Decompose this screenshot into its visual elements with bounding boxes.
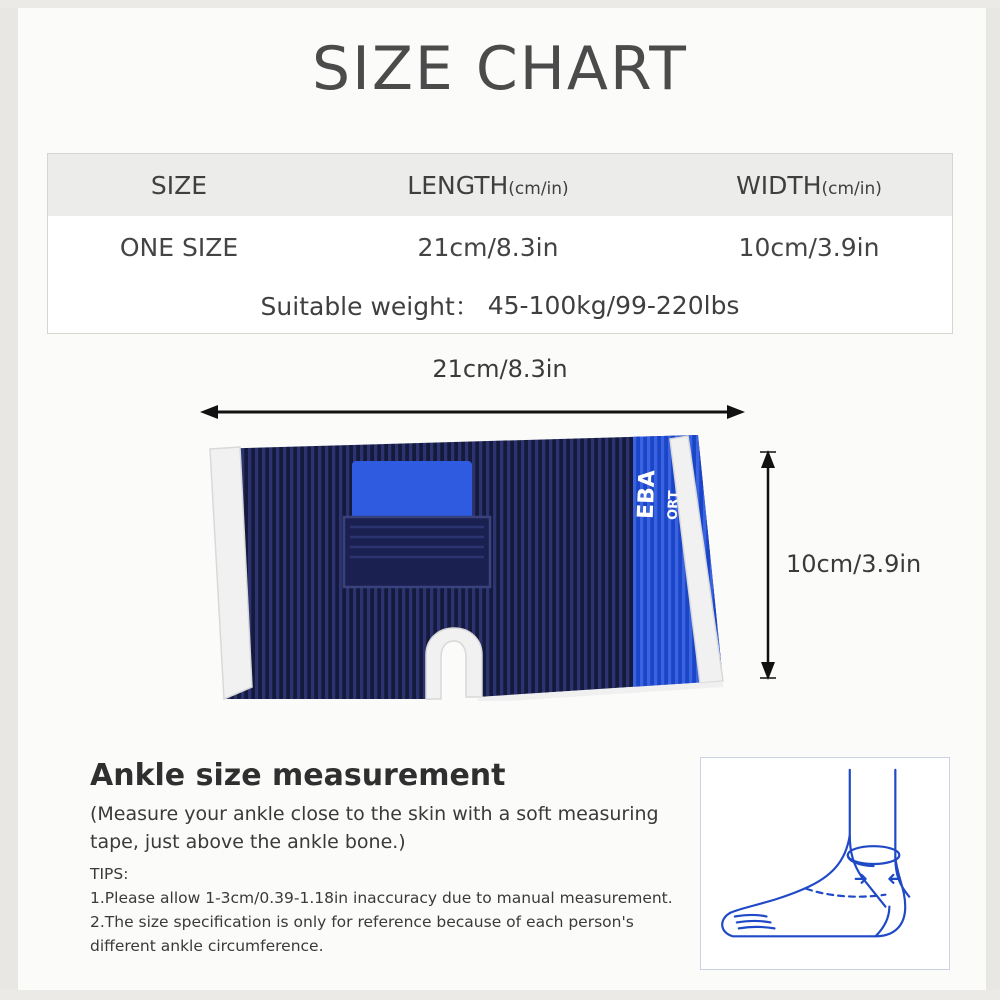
table-header-width-unit: (cm/in) (821, 178, 882, 199)
tips-block (90, 862, 680, 958)
table-row (48, 216, 952, 278)
table-header-row (48, 154, 952, 216)
product-image (178, 431, 743, 701)
foot-measurement-illustration (700, 757, 950, 970)
foot-with-tape-icon (701, 758, 949, 969)
table-header-length-unit: (cm/in) (508, 178, 569, 199)
suitable-weight-label: Suitable weight： (260, 292, 480, 321)
page-title: SIZE CHART (312, 34, 688, 104)
table-header-length-label: LENGTH (407, 170, 509, 200)
tips-header: TIPS: (90, 865, 129, 883)
ankle-brace-illustration-icon (178, 431, 743, 701)
frame-edge-bottom (0, 990, 1000, 1000)
frame-edge-top (0, 0, 1000, 8)
measure-title: Ankle size measurement (90, 758, 506, 793)
measure-subtitle: (Measure your ankle close to the skin with a soft measuring tape, just above the ankle bone.) (90, 803, 659, 853)
table-header-size-label: SIZE (150, 170, 208, 200)
table-header-width (666, 171, 952, 200)
width-dimension-arrow-icon (760, 450, 776, 680)
product-diagram (0, 355, 1000, 735)
cell-length: 21cm/8.3in (417, 232, 559, 262)
tip-item-1: 1.Please allow 1-3cm/0.39-1.18in inaccuracy due to manual measurement. (90, 889, 673, 907)
cell-width: 10cm/3.9in (738, 232, 880, 262)
table-header-size (48, 171, 310, 200)
table-header-length (310, 171, 666, 200)
suitable-weight-value: 45-100kg/99-220lbs (487, 290, 740, 320)
size-table (47, 153, 953, 334)
svg-text:ORT: ORT (665, 490, 682, 521)
table-header-width-label: WIDTH (736, 170, 822, 200)
cell-size: ONE SIZE (119, 232, 239, 262)
width-dimension-label: 10cm/3.9in (786, 550, 922, 578)
length-dimension-arrow-icon (200, 405, 745, 419)
suitable-weight-row (48, 278, 952, 332)
tip-item-2: 2.The size specification is only for reference because of each person's different ankle circumference. (90, 913, 634, 955)
svg-text:EBA: EBA (633, 469, 661, 520)
length-dimension-label: 21cm/8.3in (432, 355, 568, 383)
